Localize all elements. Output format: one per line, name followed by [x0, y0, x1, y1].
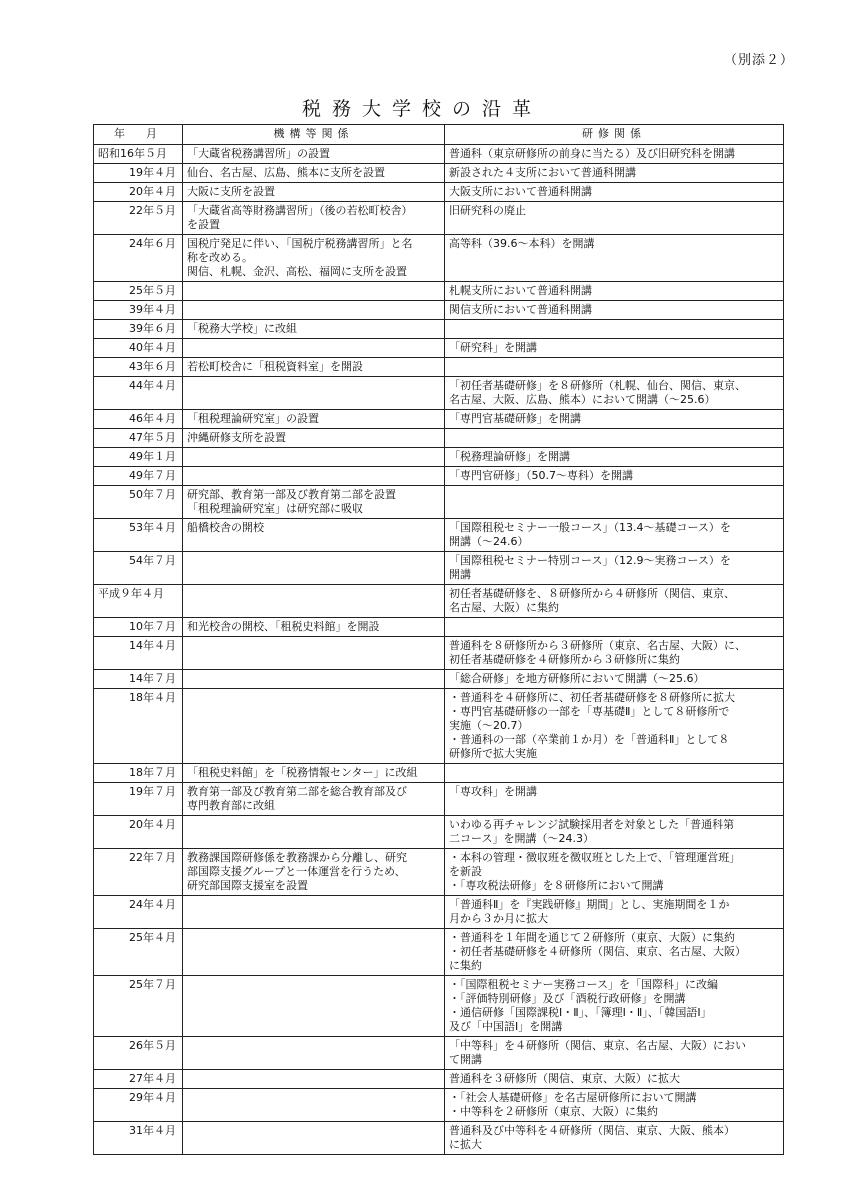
row-training	[445, 202, 784, 235]
table-row	[94, 145, 784, 164]
table-row	[94, 164, 784, 183]
row-date: 24年６月	[94, 235, 183, 282]
row-training	[445, 410, 784, 429]
row-date: 20年４月	[94, 183, 183, 202]
organization-text: 称を改める。	[187, 251, 253, 264]
row-date: 49年１月	[94, 448, 183, 467]
row-organization	[183, 689, 445, 764]
row-training	[445, 816, 784, 849]
row-date: 25年７月	[94, 976, 183, 1037]
history-table	[93, 124, 784, 1155]
row-date: 22年７月	[94, 849, 183, 896]
row-organization	[183, 1037, 445, 1070]
row-date: 25年４月	[94, 929, 183, 976]
row-organization	[183, 164, 445, 183]
table-row	[94, 301, 784, 320]
row-organization	[183, 235, 445, 282]
organization-text: 「税務大学校」に改組	[187, 322, 297, 335]
row-organization	[183, 301, 445, 320]
training-text: ・「国際租税セミナー実務コース」を「国際科」に改編	[449, 978, 718, 991]
row-organization	[183, 448, 445, 467]
training-text: を新設	[449, 865, 482, 878]
row-training	[445, 637, 784, 670]
training-text: 初任者基礎研修を、８研修所から４研修所（関信、東京、	[449, 587, 735, 600]
row-training	[445, 1070, 784, 1089]
row-date: 19年４月	[94, 164, 183, 183]
row-date: 19年７月	[94, 783, 183, 816]
training-text: 旧研究科の廃止	[449, 204, 526, 217]
training-text: 「国際租税セミナー一般コース」（13.4～基礎コース）を	[449, 521, 731, 534]
organization-text: 「大蔵省税務講習所」の設置	[187, 147, 330, 160]
table-row	[94, 1070, 784, 1089]
training-text: 「研究科」を開講	[449, 341, 537, 354]
organization-text: 関信、札幌、金沢、高松、福岡に支所を設置	[187, 265, 407, 278]
row-training	[445, 467, 784, 486]
table-body	[94, 145, 784, 1155]
training-text: 「初任者基礎研修」を８研修所（札幌、仙台、関信、東京、	[449, 379, 746, 392]
row-organization	[183, 358, 445, 377]
table-row	[94, 552, 784, 585]
table-row	[94, 410, 784, 429]
table-row	[94, 519, 784, 552]
training-text: ・「評価特別研修」及び「酒税行政研修」を開講	[449, 992, 686, 1005]
training-text: 「普通科Ⅱ」を『実践研修』期間」とし、実施期間を１か	[449, 898, 730, 911]
row-organization	[183, 552, 445, 585]
table-row	[94, 183, 784, 202]
table-row	[94, 849, 784, 896]
row-organization	[183, 618, 445, 637]
training-text: 研修所で拡大実施	[449, 747, 537, 760]
row-training	[445, 1037, 784, 1070]
organization-text: 教育第一部及び教育第二部を総合教育部及び	[187, 785, 407, 798]
table-header-row	[94, 125, 784, 145]
row-date: 10年７月	[94, 618, 183, 637]
table-row	[94, 1037, 784, 1070]
header-date: 年 月	[94, 125, 183, 145]
row-training	[445, 235, 784, 282]
row-date: 29年４月	[94, 1089, 183, 1122]
table-row	[94, 689, 784, 764]
row-training	[445, 1122, 784, 1155]
row-date: 25年５月	[94, 282, 183, 301]
row-date: 27年４月	[94, 1070, 183, 1089]
training-text: いわゆる再チャレンジ試験採用者を対象とした「普通科第	[449, 818, 735, 831]
row-organization	[183, 1089, 445, 1122]
organization-text: 「租税理論研究室」は研究部に吸収	[187, 502, 363, 515]
row-organization	[183, 429, 445, 448]
organization-text: 研究部、教育第一部及び教育第二部を設置	[187, 488, 396, 501]
row-training	[445, 301, 784, 320]
header-organization: 機構等関係	[183, 125, 445, 145]
page-title: 税務大学校の沿革	[301, 98, 542, 120]
row-organization	[183, 339, 445, 358]
row-organization	[183, 896, 445, 929]
row-training	[445, 282, 784, 301]
table-row	[94, 976, 784, 1037]
row-date: 24年４月	[94, 896, 183, 929]
row-training	[445, 689, 784, 764]
organization-text: 船橋校舎の開校	[187, 521, 264, 534]
row-organization	[183, 320, 445, 339]
row-training	[445, 164, 784, 183]
row-organization	[183, 486, 445, 519]
training-text: ・初任者基礎研修を４研修所（関信、東京、名古屋、大阪）	[449, 945, 746, 958]
row-date: 14年７月	[94, 670, 183, 689]
training-text: 月から３か月に拡大	[449, 912, 548, 925]
table-row	[94, 585, 784, 618]
training-text: ・普通科を４研修所に、初任者基礎研修を８研修所に拡大	[449, 691, 735, 704]
training-text: 実施（～20.7）	[449, 719, 529, 732]
row-date: 平成９年４月	[94, 585, 183, 618]
table-row	[94, 320, 784, 339]
training-text: 「専門官基礎研修」を開講	[449, 412, 581, 425]
row-training	[445, 320, 784, 339]
row-date: 49年７月	[94, 467, 183, 486]
table-row	[94, 486, 784, 519]
row-date: 14年４月	[94, 637, 183, 670]
training-text: 「総合研修」を地方研修所において開講（～25.6）	[449, 672, 705, 685]
training-text: 名古屋、大阪）に集約	[449, 601, 559, 614]
training-text: 「専門官研修」（50.7～専科）を開講	[449, 469, 633, 482]
training-text: 「国際租税セミナー特別コース」（12.9～実務コース）を	[449, 554, 731, 567]
training-text: ・本科の管理・徴収班を徴収班とした上で、「管理運営班」	[449, 851, 741, 864]
training-text: ・普通科を１年間を通じて２研修所（東京、大阪）に集約	[449, 931, 735, 944]
training-text: 関信支所において普通科開講	[449, 303, 592, 316]
row-training	[445, 764, 784, 783]
row-organization	[183, 1070, 445, 1089]
row-organization	[183, 145, 445, 164]
row-organization	[183, 670, 445, 689]
row-date: 50年７月	[94, 486, 183, 519]
row-training	[445, 783, 784, 816]
row-date: 43年６月	[94, 358, 183, 377]
row-training	[445, 849, 784, 896]
row-date: 46年４月	[94, 410, 183, 429]
training-text: ・通信研修「国際課税Ⅰ・Ⅱ」、「簿理Ⅰ・Ⅱ」、「韓国語Ⅰ」	[449, 1006, 712, 1019]
row-organization	[183, 377, 445, 410]
training-text: 新設された４支所において普通科開講	[449, 166, 636, 179]
training-text: 「専攻科」を開講	[449, 785, 537, 798]
row-training	[445, 585, 784, 618]
row-organization	[183, 467, 445, 486]
row-organization	[183, 202, 445, 235]
table-row	[94, 358, 784, 377]
table-row	[94, 339, 784, 358]
organization-text: 研究部国際支援室を設置	[187, 879, 308, 892]
row-training	[445, 670, 784, 689]
table-row	[94, 670, 784, 689]
table-row	[94, 202, 784, 235]
row-date: 31年４月	[94, 1122, 183, 1155]
organization-text: 部国際支援グループと一体運営を行うため、	[187, 865, 406, 878]
row-training	[445, 339, 784, 358]
row-organization	[183, 410, 445, 429]
organization-text: 国税庁発足に伴い、「国税庁税務講習所」と名	[187, 237, 413, 250]
row-organization	[183, 849, 445, 896]
table-row	[94, 448, 784, 467]
row-organization	[183, 282, 445, 301]
row-organization	[183, 929, 445, 976]
training-text: 二コース」を開講（～24.3）	[449, 832, 594, 845]
table-row	[94, 429, 784, 448]
row-training	[445, 896, 784, 929]
organization-text: 沖縄研修支所を設置	[187, 431, 286, 444]
header-training: 研修関係	[445, 125, 784, 145]
row-date: 26年５月	[94, 1037, 183, 1070]
organization-text: 仙台、名古屋、広島、熊本に支所を設置	[187, 166, 385, 179]
row-training	[445, 486, 784, 519]
table-row	[94, 467, 784, 486]
training-text: 普通科及び中等科を４研修所（関信、東京、大阪、熊本）	[449, 1124, 735, 1137]
row-organization	[183, 585, 445, 618]
training-text: ・「専攻税法研修」を８研修所において開講	[449, 879, 664, 892]
attachment-label: （別添２）	[724, 53, 795, 68]
row-organization	[183, 519, 445, 552]
training-text: 普通科を３研修所（関信、東京、大阪）に拡大	[449, 1072, 680, 1085]
organization-text: 若松町校舎に「租税資料室」を開設	[187, 360, 363, 373]
training-text: 名古屋、大阪、広島、熊本）において開講（～25.6）	[449, 393, 716, 406]
row-training	[445, 618, 784, 637]
row-organization	[183, 183, 445, 202]
table-row	[94, 1089, 784, 1122]
organization-text: 和光校舎の開校、「租税史料館」を開設	[187, 620, 380, 633]
table-row	[94, 637, 784, 670]
training-text: ・専門官基礎研修の一部を「専基礎Ⅱ」として８研修所で	[449, 705, 730, 718]
row-date: 44年４月	[94, 377, 183, 410]
row-training	[445, 552, 784, 585]
organization-text: 「租税理論研究室」の設置	[187, 412, 319, 425]
row-training	[445, 448, 784, 467]
row-date: 47年５月	[94, 429, 183, 448]
row-date: 22年５月	[94, 202, 183, 235]
training-text: 普通科（東京研修所の前身に当たる）及び旧研究科を開講	[449, 147, 735, 160]
row-date: 昭和16年５月	[94, 145, 183, 164]
training-text: 及び「中国語Ⅰ」を開講	[449, 1020, 563, 1033]
training-text: ・中等科を２研修所（東京、大阪）に集約	[449, 1105, 658, 1118]
training-text: 「中等科」を４研修所（関信、東京、名古屋、大阪）におい	[449, 1039, 746, 1052]
organization-text: 教務課国際研修係を教務課から分離し、研究	[187, 851, 407, 864]
row-date: 40年４月	[94, 339, 183, 358]
training-text: 「税務理論研修」を開講	[449, 450, 570, 463]
row-date: 39年６月	[94, 320, 183, 339]
organization-text: 専門教育部に改組	[187, 799, 275, 812]
row-organization	[183, 1122, 445, 1155]
row-date: 53年４月	[94, 519, 183, 552]
training-text: に集約	[449, 959, 482, 972]
row-training	[445, 519, 784, 552]
table-row	[94, 783, 784, 816]
training-text: 開講（～24.6）	[449, 535, 529, 548]
organization-text: 「租税史料館」を「税務情報センター」に改組	[187, 766, 418, 779]
row-organization	[183, 816, 445, 849]
table-row	[94, 929, 784, 976]
training-text: て開講	[449, 1053, 482, 1066]
training-text: 普通科を８研修所から３研修所（東京、名古屋、大阪）に、	[449, 639, 746, 652]
row-training	[445, 429, 784, 448]
row-training	[445, 358, 784, 377]
table-row	[94, 1122, 784, 1155]
table-row	[94, 816, 784, 849]
table-row	[94, 282, 784, 301]
row-organization	[183, 764, 445, 783]
table-row	[94, 764, 784, 783]
organization-text: を設置	[187, 218, 220, 231]
table-row	[94, 377, 784, 410]
table-row	[94, 618, 784, 637]
training-text: ・「社会人基礎研修」を名古屋研修所において開講	[449, 1091, 697, 1104]
row-training	[445, 377, 784, 410]
row-date: 39年４月	[94, 301, 183, 320]
row-date: 18年４月	[94, 689, 183, 764]
training-text: 大阪支所において普通科開講	[449, 185, 592, 198]
row-training	[445, 145, 784, 164]
row-date: 18年７月	[94, 764, 183, 783]
table-row	[94, 235, 784, 282]
organization-text: 大阪に支所を設置	[187, 185, 275, 198]
row-organization	[183, 783, 445, 816]
training-text: 開講	[449, 568, 471, 581]
training-text: 初任者基礎研修を４研修所から３研修所に集約	[449, 653, 680, 666]
training-text: ・普通科の一部（卒業前１か月）を「普通科Ⅱ」として８	[449, 733, 730, 746]
training-text: 札幌支所において普通科開講	[449, 284, 592, 297]
training-text: 高等科（39.6～本科）を開講	[449, 237, 595, 250]
training-text: に拡大	[449, 1138, 482, 1151]
row-organization	[183, 637, 445, 670]
row-date: 54年７月	[94, 552, 183, 585]
row-training	[445, 183, 784, 202]
row-organization	[183, 976, 445, 1037]
row-date: 20年４月	[94, 816, 183, 849]
row-training	[445, 976, 784, 1037]
organization-text: 「大蔵省高等財務講習所」（後の若松町校舎）	[187, 204, 413, 217]
row-training	[445, 929, 784, 976]
row-training	[445, 1089, 784, 1122]
table-row	[94, 896, 784, 929]
